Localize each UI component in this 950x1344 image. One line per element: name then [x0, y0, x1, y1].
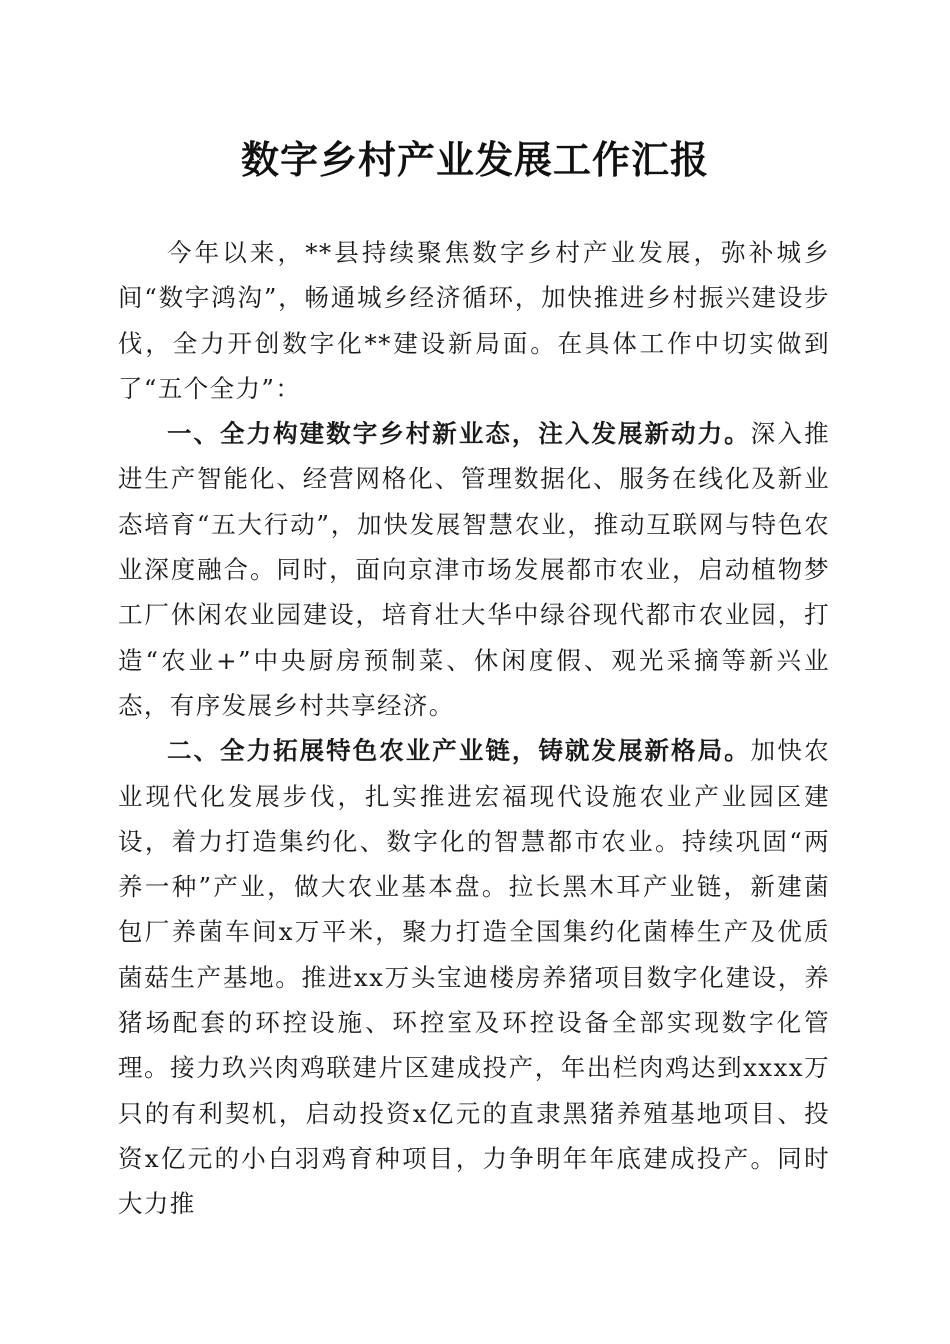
section-heading-2: 二、全力拓展特色农业产业链，铸就发展新格局。 [167, 736, 751, 766]
section-text-2: 加快农业现代化发展步伐，扎实推进宏福现代设施农业产业园区建设，着力打造集约化、数字化的智慧都市农业。持续巩固“两养一种”产业，做大农业基本盘。拉长黑木耳产业链，新建菌包厂养菌车间x万平米，聚力打造全国集约化菌棒生产及优质菌菇生产基地。推进xx万头宝迪楼房养猪项目数字化建设，养猪场配套的环控设施、环控室及环控设备全部实现数字化管理。接力玖兴肉鸡联建片区建成投产，年出栏肉鸡达到xxxx万只的有利契机，启动投资x亿元的直隶黑猪养殖基地项目、投资x亿元的小白羽鸡育种项目，力争明年年底建成投产。同时大力推 [118, 736, 830, 1219]
section-heading-1: 一、全力构建数字乡村新业态，注入发展新动力。 [167, 419, 751, 449]
section-paragraph-2 [118, 728, 830, 1226]
intro-paragraph: 今年以来，**县持续聚焦数字乡村产业发展，弥补城乡间“数字鸿沟”，畅通城乡经济循环，加快推进乡村振兴建设步伐，全力开创数字化**建设新局面。在具体工作中切实做到了“五个全力”： [118, 238, 830, 403]
document-body [118, 230, 830, 1227]
section-text-1: 深入推进生产智能化、经营网格化、管理数据化、服务在线化及新业态培育“五大行动”，加快发展智慧农业，推动互联网与特色农业深度融合。同时，面向京津市场发展都市农业，启动植物梦工厂休闲农业园建设，培育壮大华中绿谷现代都市农业园，打造“农业+”中央厨房预制菜、休闲度假、观光采摘等新兴业态，有序发展乡村共享经济。 [118, 419, 830, 720]
page-title: 数字乡村产业发展工作汇报 [240, 138, 709, 182]
section-paragraph-1 [118, 411, 830, 728]
